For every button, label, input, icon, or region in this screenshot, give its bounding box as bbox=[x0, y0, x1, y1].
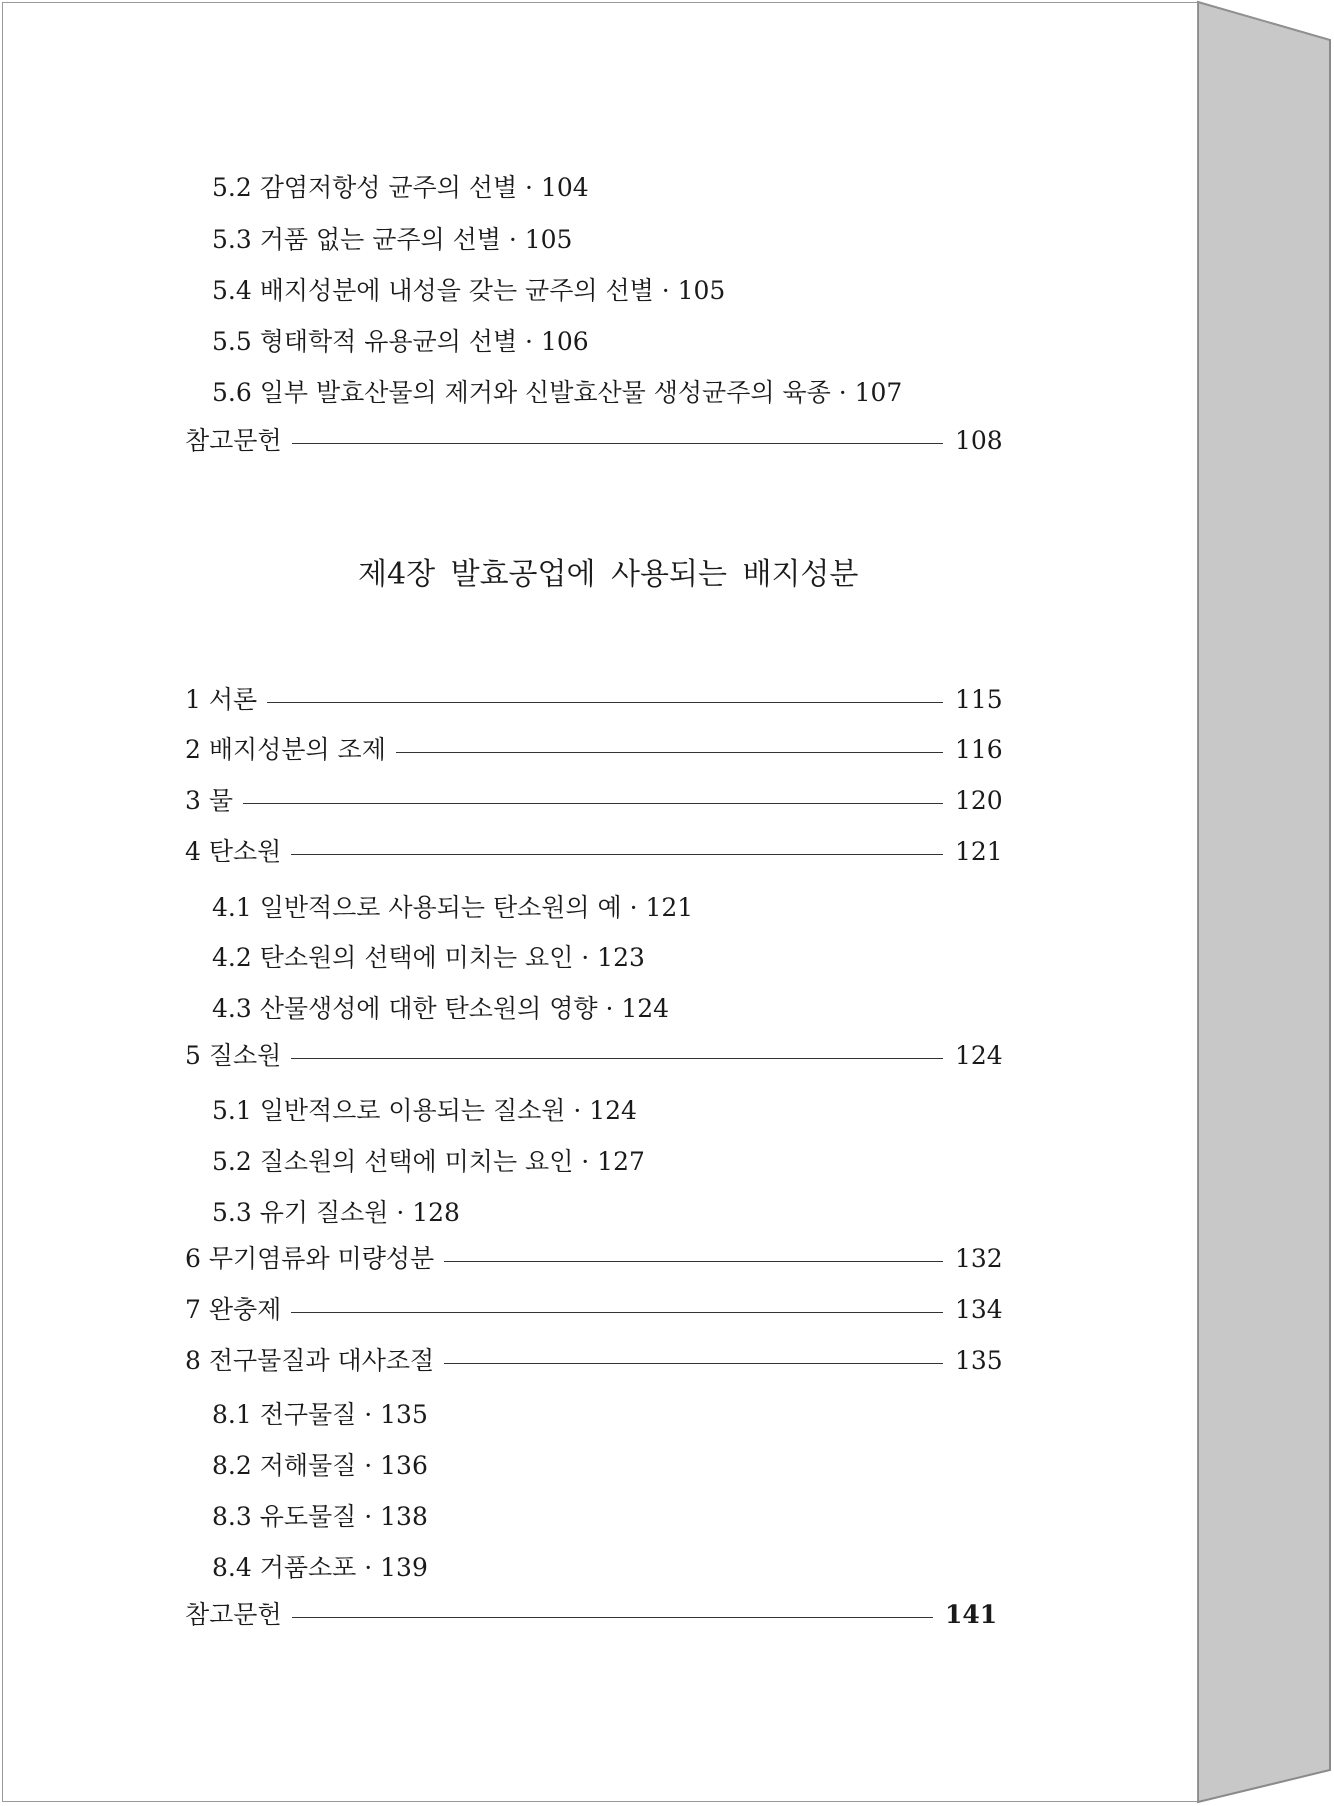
leader-line bbox=[292, 443, 943, 444]
toc-entry-text: 8.3 유도물질 · 138 bbox=[212, 1502, 428, 1531]
page-number: 120 bbox=[955, 786, 1003, 815]
toc-entry-text: 5.1 일반적으로 이용되는 질소원 · 124 bbox=[212, 1096, 637, 1125]
toc-entry-text: 5.2 질소원의 선택에 미치는 요인 · 127 bbox=[212, 1147, 645, 1176]
leader-line bbox=[292, 1617, 933, 1618]
toc-label: 3 물 bbox=[185, 786, 234, 815]
toc-section-1[interactable] bbox=[185, 683, 1003, 717]
page-number: 134 bbox=[955, 1295, 1003, 1324]
toc-entry-5-1[interactable] bbox=[212, 1094, 637, 1128]
leader-line bbox=[243, 803, 943, 804]
toc-entry-text: 4.3 산물생성에 대한 탄소원의 영향 · 124 bbox=[212, 994, 670, 1023]
toc-entry-5-2b[interactable] bbox=[212, 1145, 645, 1179]
toc-label: 4 탄소원 bbox=[185, 837, 282, 866]
toc-entry-text: 5.3 유기 질소원 · 128 bbox=[212, 1198, 460, 1227]
page-number: 108 bbox=[955, 426, 1003, 455]
leader-line bbox=[291, 1058, 943, 1059]
toc-label: 7 완충제 bbox=[185, 1295, 282, 1324]
toc-entry-text: 5.2 감염저항성 균주의 선별 · 104 bbox=[212, 173, 589, 202]
page-number: 115 bbox=[955, 685, 1003, 714]
leader-line bbox=[444, 1363, 943, 1364]
toc-entry-text: 5.6 일부 발효산물의 제거와 신발효산물 생성균주의 육종 · 107 bbox=[212, 378, 903, 407]
leader-line bbox=[444, 1261, 943, 1262]
toc-entry-5-2[interactable] bbox=[212, 171, 589, 205]
toc-section-3[interactable] bbox=[185, 784, 1003, 818]
toc-entry-text: 5.5 형태학적 유용균의 선별 · 106 bbox=[212, 327, 589, 356]
toc-entry-text: 5.3 거품 없는 균주의 선별 · 105 bbox=[212, 225, 573, 254]
toc-references-ch3[interactable] bbox=[185, 424, 1003, 458]
toc-entry-text: 8.2 저해물질 · 136 bbox=[212, 1451, 428, 1480]
toc-section-6[interactable] bbox=[185, 1242, 1003, 1276]
toc-label: 5 질소원 bbox=[185, 1041, 282, 1070]
toc-entry-5-5[interactable] bbox=[212, 325, 589, 359]
leader-line bbox=[267, 702, 943, 703]
toc-label: 6 무기염류와 미량성분 bbox=[185, 1244, 435, 1273]
page-number: 141 bbox=[945, 1600, 998, 1629]
chapter-title: 제4장 발효공업에 사용되는 배지성분 bbox=[358, 557, 859, 592]
toc-entry-8-4[interactable] bbox=[212, 1551, 428, 1585]
toc-entry-8-1[interactable] bbox=[212, 1398, 428, 1432]
toc-label: 1 서론 bbox=[185, 685, 258, 714]
toc-label: 참고문헌 bbox=[185, 426, 282, 455]
toc-entry-5-3b[interactable] bbox=[212, 1196, 460, 1230]
toc-label: 참고문헌 bbox=[185, 1600, 282, 1629]
toc-entry-8-3[interactable] bbox=[212, 1500, 428, 1534]
page-number: 124 bbox=[955, 1041, 1003, 1070]
leader-line bbox=[291, 1312, 943, 1313]
page-number: 132 bbox=[955, 1244, 1003, 1273]
toc-entry-text: 8.4 거품소포 · 139 bbox=[212, 1553, 428, 1582]
toc-entry-4-3[interactable] bbox=[212, 992, 669, 1026]
page-number: 121 bbox=[955, 837, 1003, 866]
toc-section-8[interactable] bbox=[185, 1344, 1003, 1378]
leader-line bbox=[291, 854, 943, 855]
toc-section-5[interactable] bbox=[185, 1039, 1003, 1073]
toc-references-ch4[interactable] bbox=[185, 1598, 998, 1632]
toc-entry-text: 4.1 일반적으로 사용되는 탄소원의 예 · 121 bbox=[212, 893, 694, 922]
toc-entry-text: 4.2 탄소원의 선택에 미치는 요인 · 123 bbox=[212, 943, 645, 972]
toc-entry-5-3[interactable] bbox=[212, 223, 572, 257]
toc-label: 8 전구물질과 대사조절 bbox=[185, 1346, 435, 1375]
toc-entry-4-2[interactable] bbox=[212, 941, 645, 975]
toc-entry-text: 8.1 전구물질 · 135 bbox=[212, 1400, 428, 1429]
toc-label: 2 배지성분의 조제 bbox=[185, 735, 386, 764]
toc-entry-text: 5.4 배지성분에 내성을 갖는 균주의 선별 · 105 bbox=[212, 276, 726, 305]
leader-line bbox=[396, 752, 943, 753]
toc-section-4[interactable] bbox=[185, 835, 1003, 869]
toc-entry-8-2[interactable] bbox=[212, 1449, 428, 1483]
toc-entry-4-1[interactable] bbox=[212, 891, 693, 925]
toc-section-7[interactable] bbox=[185, 1293, 1003, 1327]
toc-entry-5-4[interactable] bbox=[212, 274, 725, 308]
toc-entry-5-6[interactable] bbox=[212, 376, 902, 410]
page-number: 116 bbox=[955, 735, 1003, 764]
toc-section-2[interactable] bbox=[185, 733, 1003, 767]
page-number: 135 bbox=[955, 1346, 1003, 1375]
